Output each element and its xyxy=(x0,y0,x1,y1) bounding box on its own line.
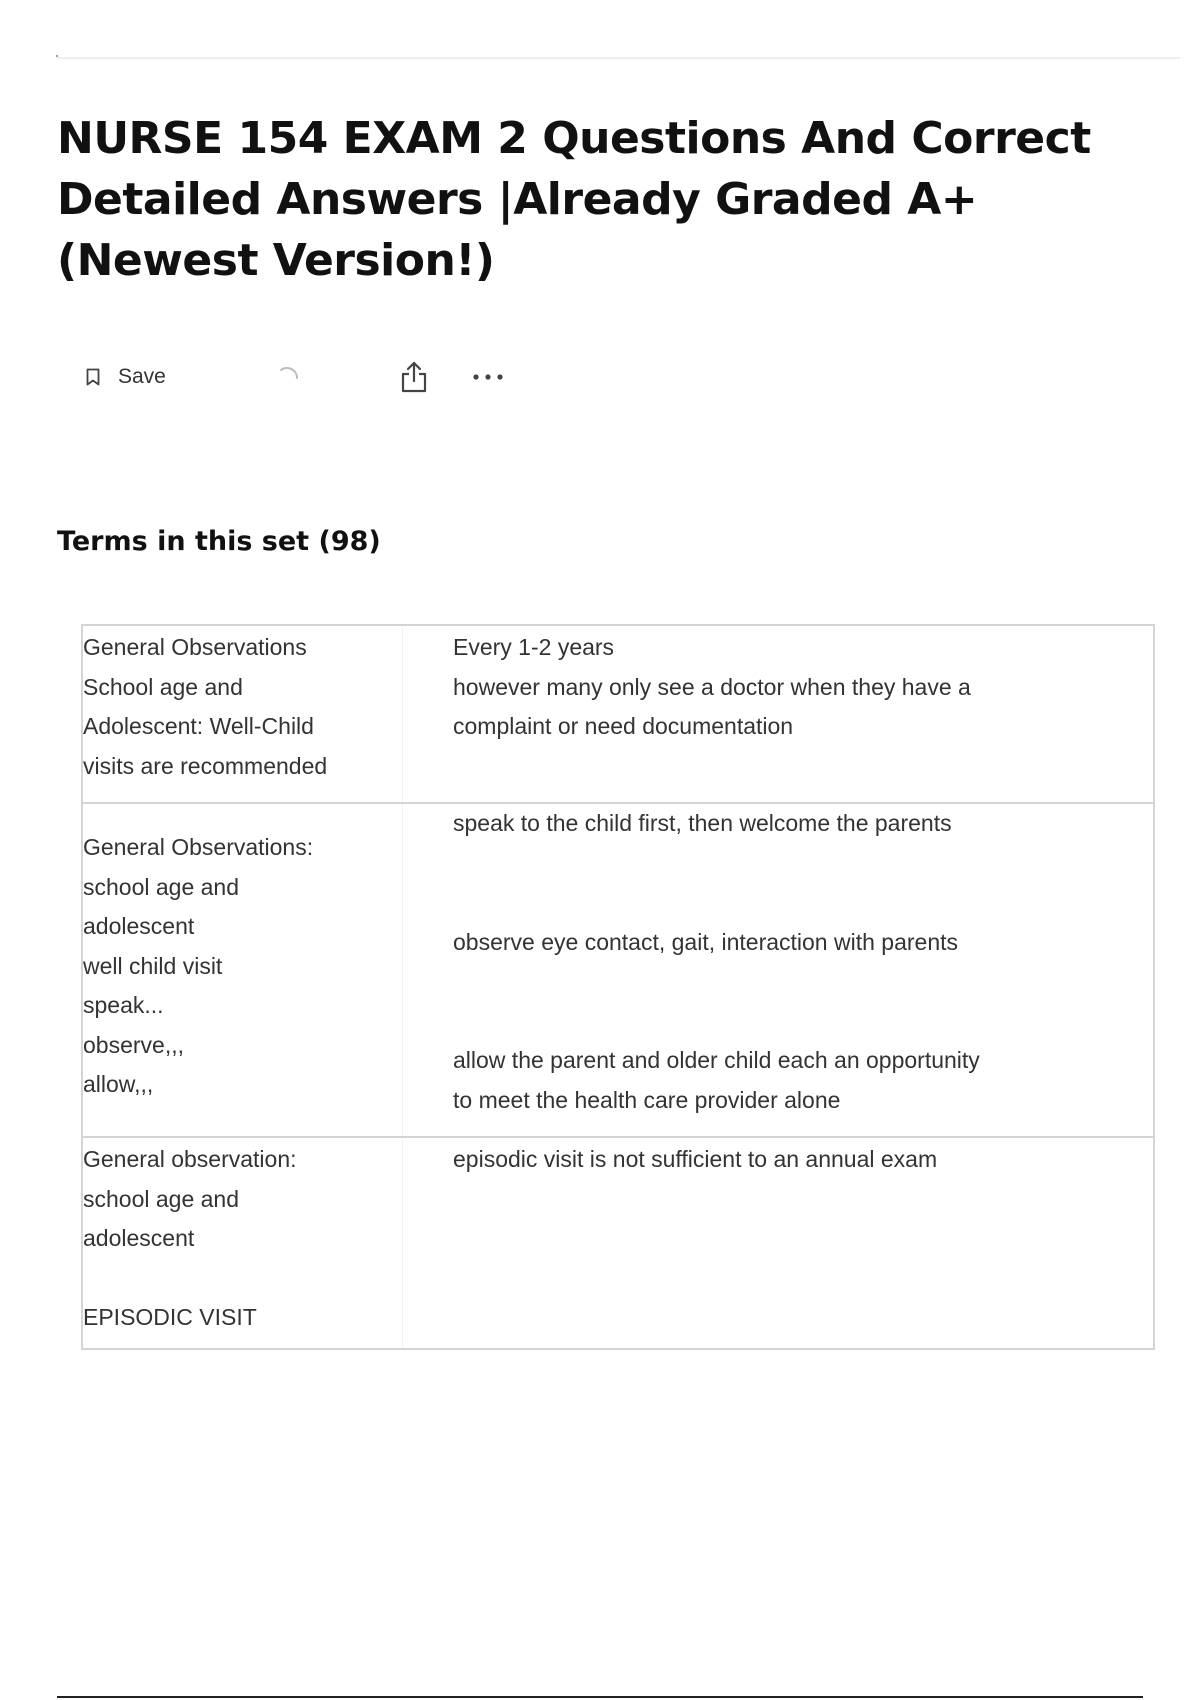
bottom-divider xyxy=(57,1696,1143,1698)
save-button[interactable] xyxy=(86,360,166,394)
terms-table xyxy=(81,624,1155,1350)
bookmark-icon xyxy=(86,368,100,386)
term-row xyxy=(83,626,1153,802)
term-text: General observation: school age and adolescent EPISODIC VISIT xyxy=(83,1138,403,1348)
toolbar xyxy=(86,360,566,394)
term-row xyxy=(83,1136,1153,1348)
save-label: Save xyxy=(118,365,166,388)
terms-heading: Terms in this set (98) xyxy=(57,526,381,557)
more-icon[interactable] xyxy=(470,366,506,388)
term-text: General Observations: school age and adolescent well child visit speak... observe,,, allow,,, xyxy=(83,804,403,1136)
definition-text: speak to the child first, then welcome the parents observe eye contact, gait, interaction with parents allow the parent and older child each an opportunity to meet the health care provider alone xyxy=(453,810,980,1113)
share-icon[interactable] xyxy=(398,360,430,394)
term-text: General Observations School age and Adolescent: Well-Child visits are recommended xyxy=(83,626,403,802)
definition-text: episodic visit is not sufficient to an annual exam xyxy=(453,1146,938,1172)
spinner-icon xyxy=(276,364,302,390)
term-row xyxy=(83,802,1153,1136)
top-divider xyxy=(57,57,1180,59)
page-title: NURSE 154 EXAM 2 Questions And Correct Detailed Answers |Already Graded A+(Newest Version!) xyxy=(57,113,1091,286)
definition-text: Every 1-2 years however many only see a doctor when they have a complaint or need documentation xyxy=(453,634,971,739)
